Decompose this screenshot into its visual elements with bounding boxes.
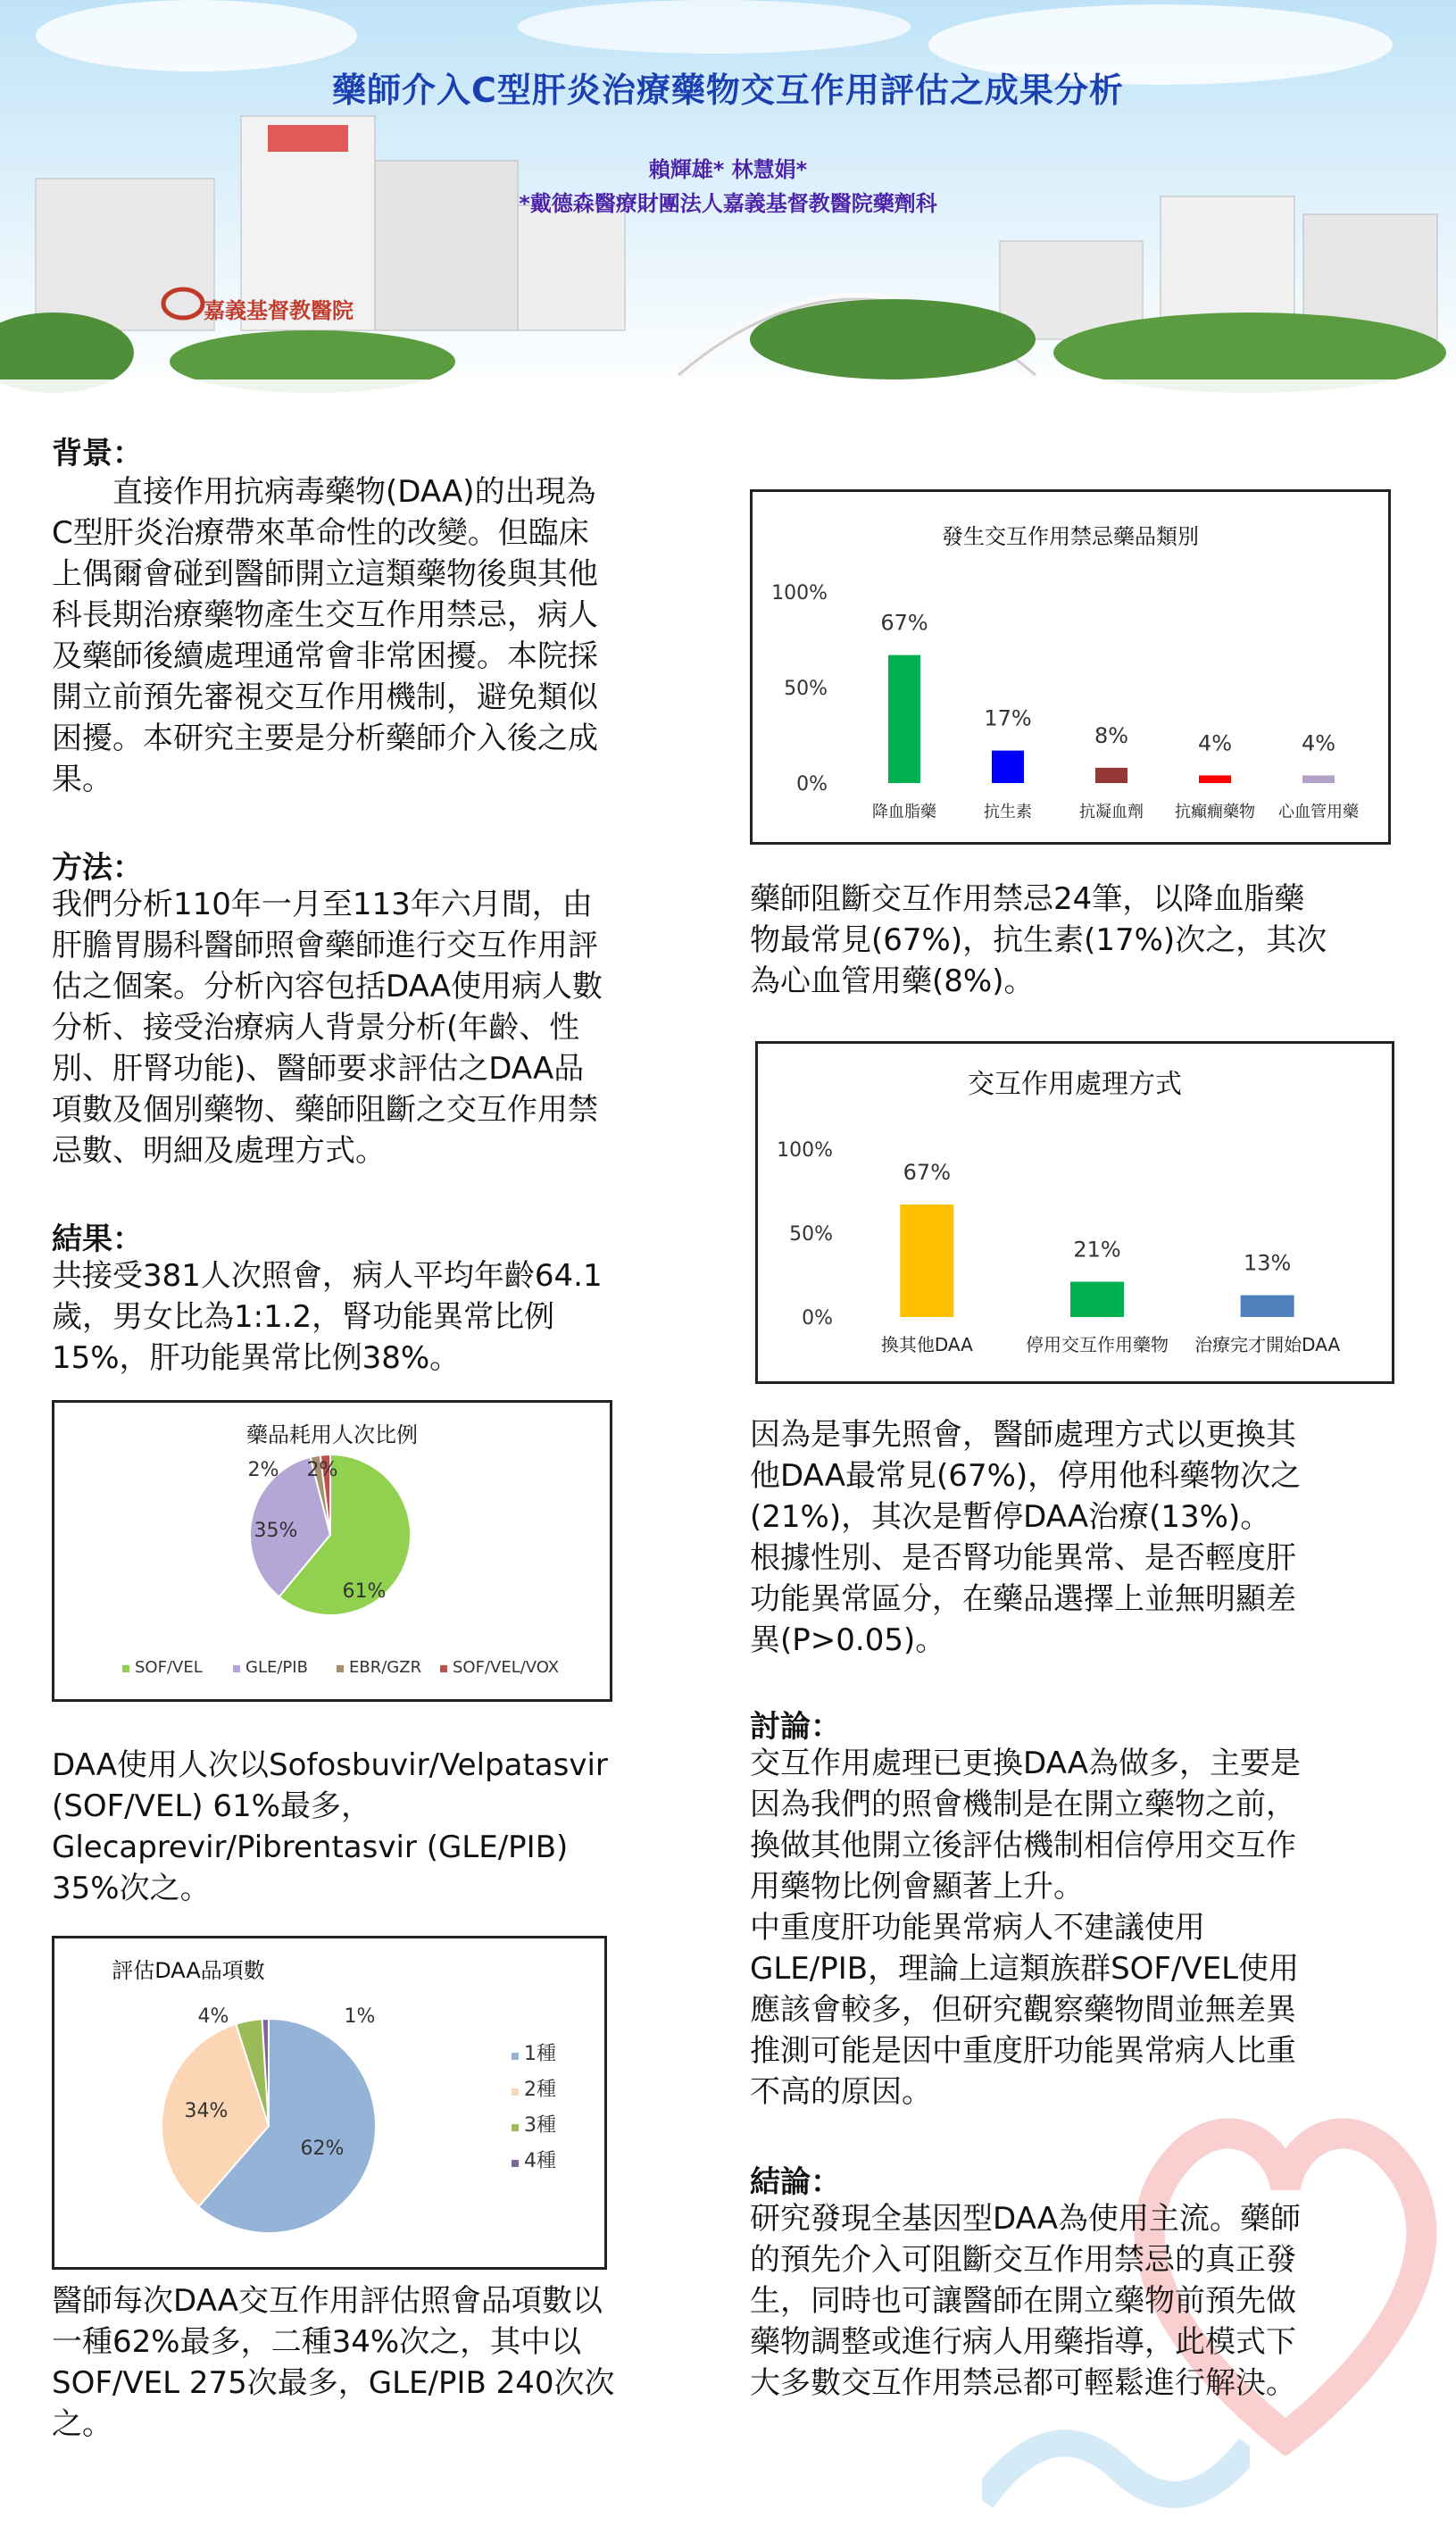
handling-line: (21%)，其次是暫停DAA治療(13%)。 [750,1499,1271,1535]
methods-line: 忌數、明細及處理方式。 [52,1133,386,1169]
methods-text [52,884,603,1171]
methods-line: 項數及個別藥物、藥師阻斷之交互作用禁 [52,1092,598,1128]
conclusion-line: 研究發現全基因型DAA為使用主流。藥師 [750,2201,1302,2237]
poster-title: 藥師介入C型肝炎治療藥物交互作用評估之成果分析 [332,71,1124,110]
legend-label: SOF/VEL/VOX [453,1658,560,1677]
bar [900,1204,953,1317]
daa-usage-line: (SOF/VEL) 61%最多， [52,1788,371,1824]
header-banner [0,0,1456,397]
pie-data-label: 2% [306,1459,338,1481]
results-heading: 結果： [52,1221,143,1257]
handling-chart [755,1041,1394,1384]
background-line: C型肝炎治療帶來革命性的改變。但臨床 [52,515,589,551]
background-line: 科長期治療藥物產生交互作用禁忌，病人 [52,597,598,633]
bar [1070,1282,1124,1317]
daa-usage-line: 35%次之。 [52,1871,211,1906]
handling-line: 異(P>0.05)。 [750,1622,946,1658]
item-count-text [52,2280,615,2445]
conclusion-line: 生，同時也可讓醫師在開立藥物前預先做 [750,2283,1296,2319]
legend-label: 3種 [524,2114,556,2137]
legend-label: 4種 [524,2150,556,2172]
x-tick-label: 治療完才開始DAA [1194,1334,1341,1355]
y-tick-label: 100% [771,582,828,604]
chart-title: 發生交互作用禁忌藥品類別 [942,524,1199,549]
pie-data-label: 2% [247,1459,279,1481]
pie-data-label: 61% [342,1580,387,1603]
background-line: 開立前預先審視交互作用機制，避免類似 [52,679,598,715]
results-line: 15%，肝功能異常比例38%。 [52,1340,461,1376]
results-line: 歲，男女比為1:1.2，腎功能異常比例 [52,1299,555,1335]
bar-data-label: 4% [1197,730,1233,756]
y-tick-label: 100% [777,1139,833,1162]
discussion-line: 因為我們的照會機制是在開立藥物之前， [750,1787,1296,1822]
background-line: 直接作用抗病毒藥物(DAA)的出現為 [52,474,596,510]
discussion-line: 交互作用處理已更換DAA為做多，主要是 [750,1746,1302,1781]
discussion-line: 用藥物比例會顯著上升。 [750,1869,1084,1905]
discussion-line: 中重度肝功能異常病人不建議使用 [750,1910,1205,1946]
drug-usage-chart [52,1400,612,1702]
bar-data-label: 13% [1243,1250,1292,1276]
methods-heading: 方法： [52,850,143,886]
bar-data-label: 8% [1094,722,1129,748]
daa-usage-text [52,1745,608,1909]
chart-title: 藥品耗用人次比例 [246,1422,418,1447]
daa-item-count-pie [54,1938,604,2267]
discussion-line: 換做其他開立後評估機制相信停用交互作 [750,1828,1296,1863]
bar-data-label: 17% [984,705,1032,731]
item-count-line: SOF/VEL 275次最多，GLE/PIB 240次次 [52,2365,615,2401]
x-tick-label: 抗凝血劑 [1079,803,1144,821]
legend-label: SOF/VEL [135,1658,203,1677]
x-tick-label: 降血脂藥 [872,803,936,821]
drug-usage-pie [54,1403,610,1699]
conclusion-line: 的預先介入可阻斷交互作用禁忌的真正發 [750,2242,1296,2278]
legend-swatch [512,2124,519,2131]
daa-usage-line: Glecaprevir/Pibrentasvir (GLE/PIB) [52,1830,569,1865]
legend-label: 2種 [524,2079,556,2101]
methods-line: 分析、接受治療病人背景分析(年齡、性 [52,1010,580,1046]
methods-line: 別、肝腎功能)、醫師要求評估之DAA品 [52,1051,585,1087]
discussion-line: 不高的原因。 [750,2074,932,2110]
block-line: 為心血管用藥(8%)。 [750,963,1035,999]
discussion-line: GLE/PIB，理論上這類族群SOF/VEL使用 [750,1951,1300,1987]
y-tick-label: 0% [802,1307,833,1330]
handling-line: 功能異常區分，在藥品選擇上並無明顯差 [750,1581,1296,1617]
hospital-logo: 嘉義基督教醫院 [204,298,354,323]
item-count-line: 醫師每次DAA交互作用評估照會品項數以 [52,2283,603,2319]
background-text [52,471,598,800]
x-tick-label: 抗癲癇藥物 [1175,803,1255,821]
bar [1095,768,1127,783]
chart-title: 交互作用處理方式 [968,1069,1182,1100]
discussion-text [750,1743,1301,2113]
discussion-line: 應該會較多，但研究觀察藥物間並無差異 [750,1992,1296,2028]
block-line: 物最常見(67%)，抗生素(17%)次之，其次 [750,922,1327,958]
results-line: 共接受381人次照會，病人平均年齡64.1 [52,1258,603,1294]
legend-swatch [337,1665,344,1672]
bar-data-label: 21% [1073,1237,1121,1263]
methods-line: 肝膽胃腸科醫師照會藥師進行交互作用評 [52,928,598,963]
handling-bar-chart [758,1044,1392,1381]
results-text [52,1255,603,1379]
discussion-heading: 討論： [750,1709,841,1745]
x-tick-label: 抗生素 [984,803,1032,821]
x-tick-label: 心血管用藥 [1278,803,1359,821]
pie-data-label: 34% [184,2100,229,2122]
pie-data-label: 1% [344,2005,376,2028]
legend-label: EBR/GZR [349,1658,422,1677]
pie-data-label: 62% [300,2138,345,2160]
contraindication-chart [750,489,1391,845]
y-tick-label: 50% [789,1223,833,1246]
x-tick-label: 換其他DAA [880,1334,973,1355]
bar [1241,1296,1294,1317]
y-tick-label: 50% [784,678,828,700]
item-count-line: 之。 [52,2406,112,2442]
legend-label: 1種 [524,2043,556,2065]
legend-swatch [122,1665,129,1672]
handling-line: 他DAA最常見(67%)，停用他科藥物次之 [750,1458,1302,1494]
daa-usage-line: DAA使用人次以Sofosbuvir/Velpatasvir [52,1747,608,1783]
x-tick-label: 停用交互作用藥物 [1026,1334,1169,1355]
chart-title: 評估DAA品項數 [112,1958,265,1983]
conclusion-text [750,2198,1301,2404]
legend-swatch [233,1665,240,1672]
background-line: 果。 [52,762,112,797]
y-tick-label: 0% [796,773,828,796]
bar [888,655,920,783]
handling-line: 根據性別、是否腎功能異常、是否輕度肝 [750,1540,1296,1576]
conclusion-heading: 結論： [750,2164,841,2200]
pie-data-label: 35% [254,1520,298,1542]
affiliation: *戴德森醫療財團法人嘉義基督教醫院藥劑科 [519,191,937,216]
background-line: 上偶爾會碰到醫師開立這類藥物後與其他 [52,556,598,592]
bar-data-label: 4% [1301,730,1336,756]
legend-swatch [512,2088,519,2096]
daa-item-count-chart [52,1936,607,2270]
block-line: 藥師阻斷交互作用禁忌24筆，以降血脂藥 [750,881,1305,917]
authors: 賴輝雄* 林慧娟* [648,157,808,182]
background-heading: 背景： [52,436,143,471]
legend-swatch [512,2160,519,2167]
bar-data-label: 67% [903,1160,952,1186]
legend-label: GLE/PIB [245,1658,308,1677]
conclusion-line: 大多數交互作用禁忌都可輕鬆進行解決。 [750,2365,1296,2401]
contraindication-bar-chart [753,492,1388,842]
bar [1302,775,1335,783]
methods-line: 我們分析110年一月至113年六月間，由 [52,887,593,922]
background-line: 困擾。本研究主要是分析藥師介入後之成 [52,721,598,756]
methods-line: 估之個案。分析內容包括DAA使用病人數 [52,969,603,1004]
bar-data-label: 67% [880,610,928,636]
conclusion-line: 藥物調整或進行病人用藥指導，此模式下 [750,2324,1296,2360]
legend-swatch [440,1665,447,1672]
item-count-line: 一種62%最多，二種34%次之，其中以 [52,2324,582,2360]
bar [992,751,1024,783]
discussion-line: 推測可能是因中重度肝功能異常病人比重 [750,2033,1296,2069]
background-line: 及藥師後續處理通常會非常困擾。本院採 [52,638,598,674]
pie-data-label: 4% [197,2005,229,2028]
block-text [750,879,1327,1002]
legend-swatch [512,2053,519,2060]
bar [1199,775,1231,783]
handling-line: 因為是事先照會，醫師處理方式以更換其 [750,1417,1296,1453]
handling-text [750,1414,1301,1661]
